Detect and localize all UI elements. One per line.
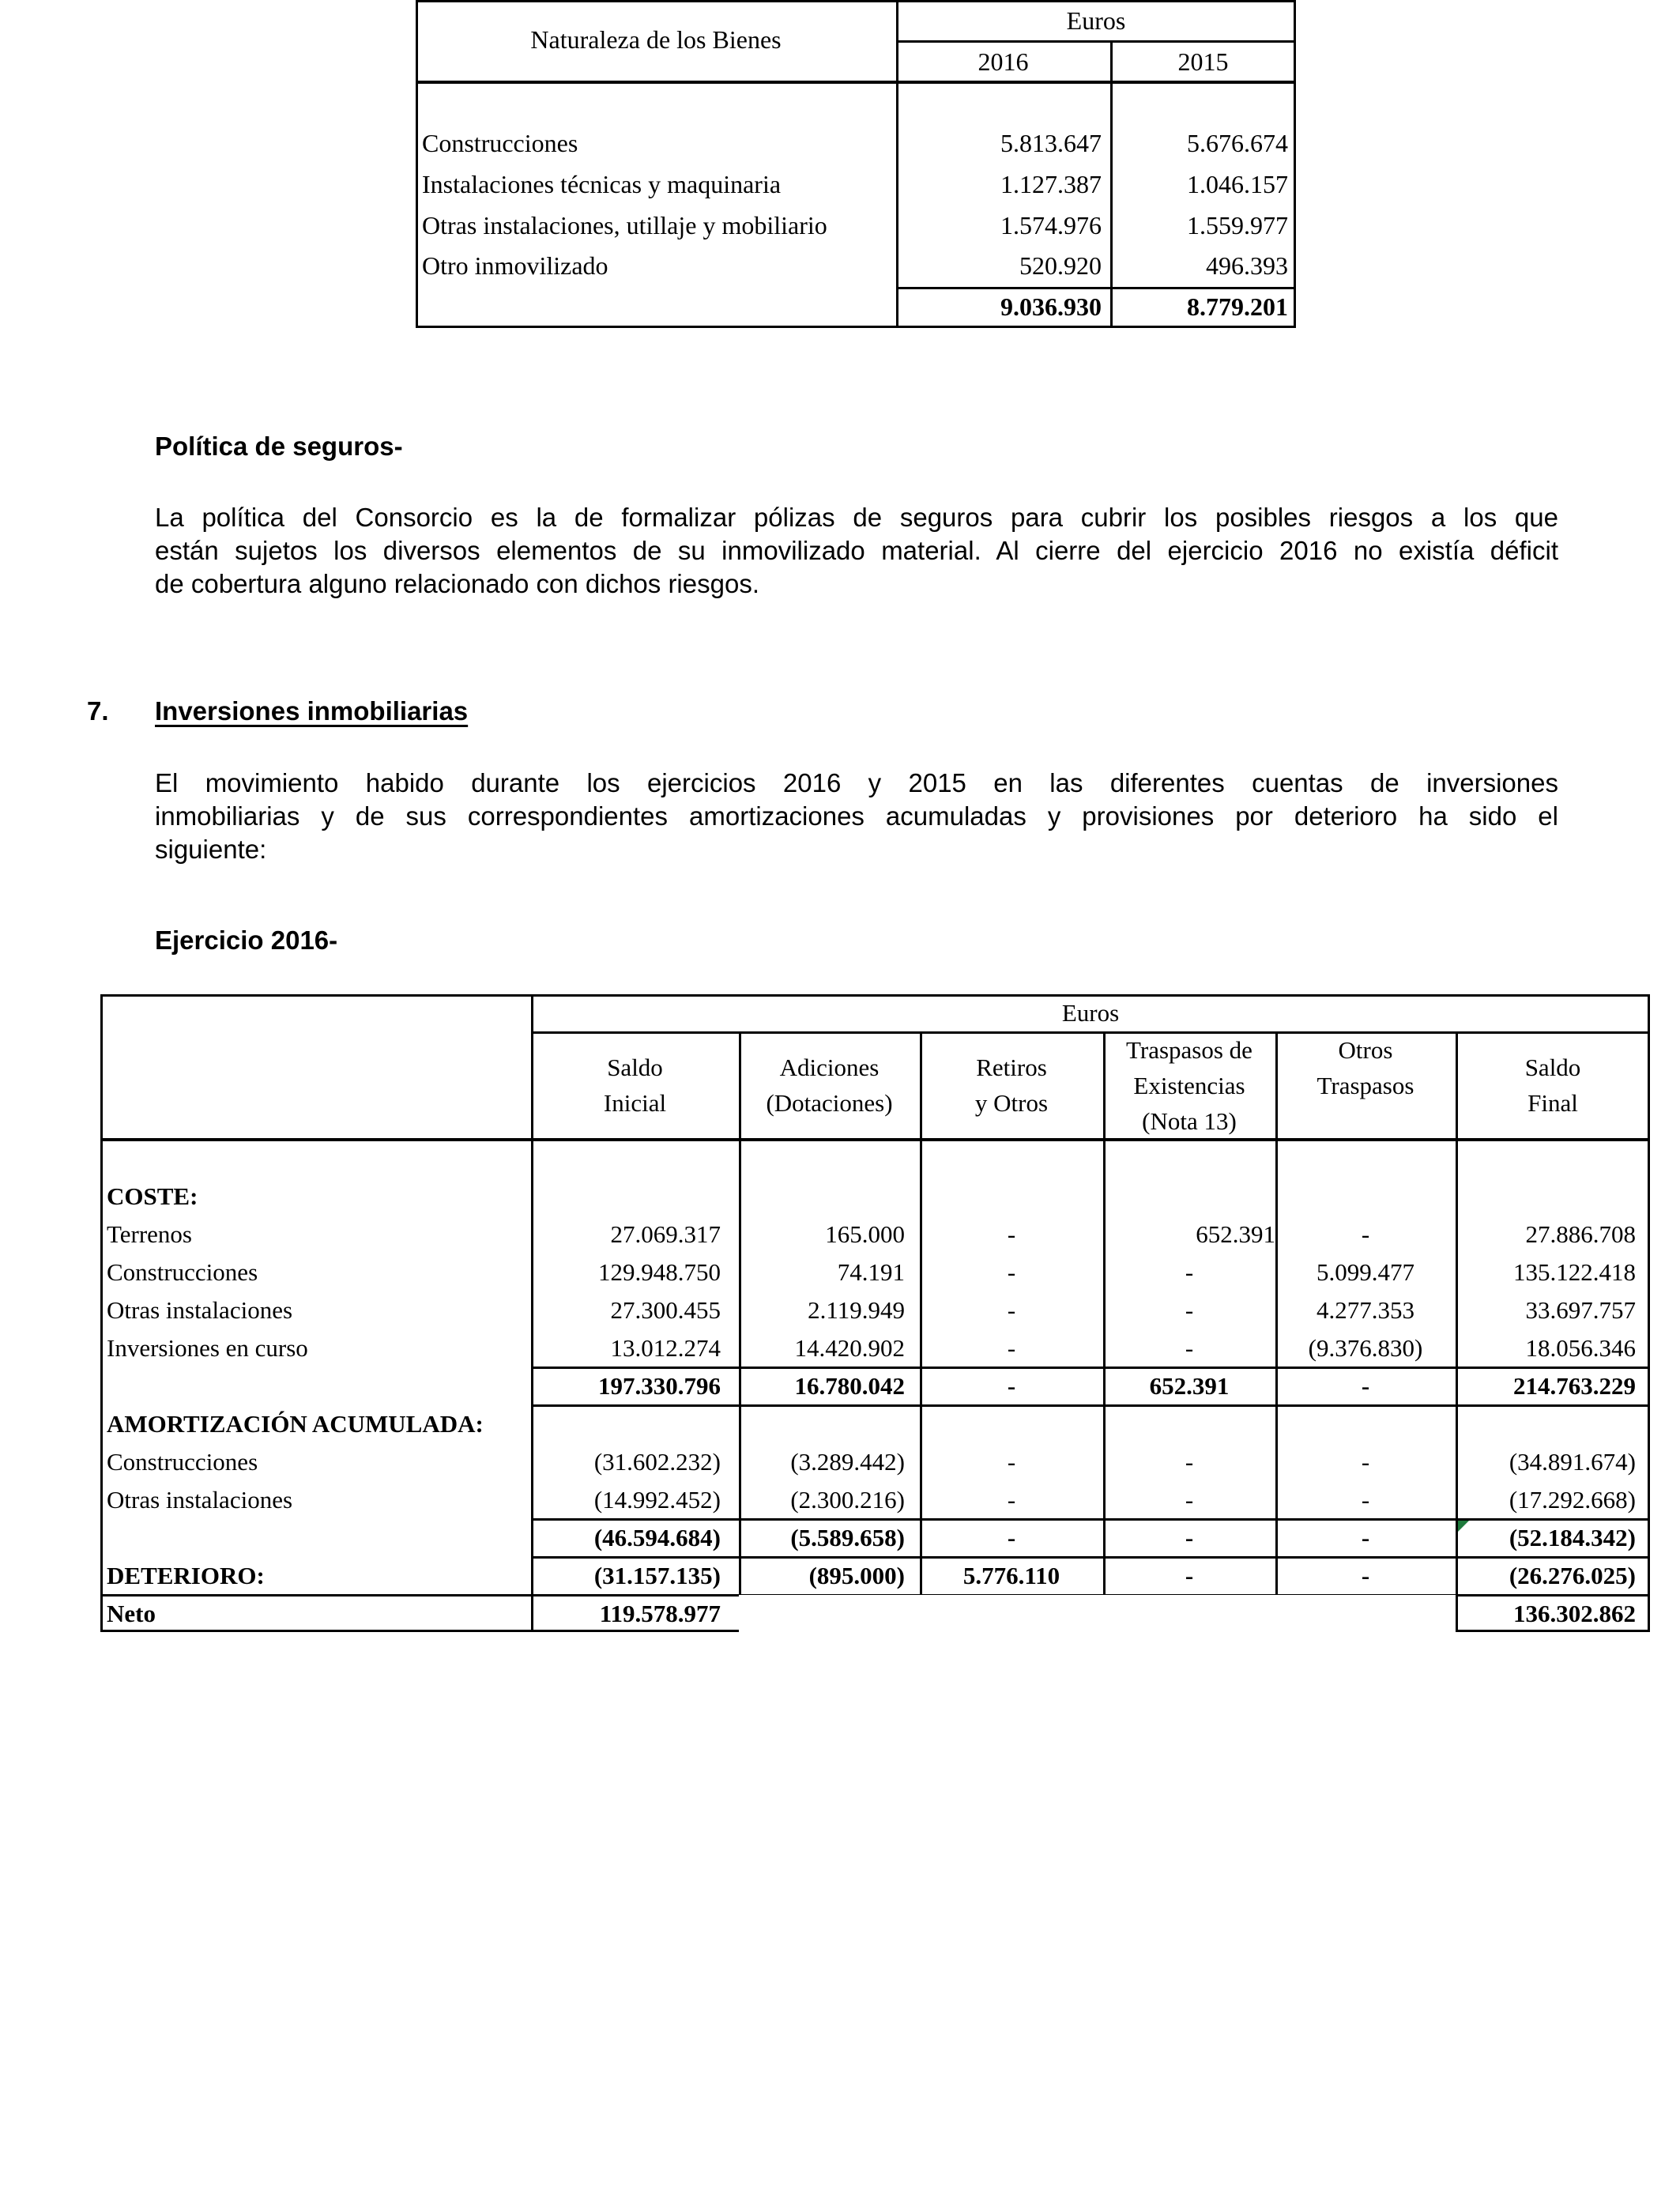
row-label: Inversiones en curso [107,1334,308,1362]
cell-value: - [1007,1334,1016,1362]
cell-value: 5.776.110 [962,1562,1060,1589]
cell-value: 2.119.949 [808,1296,905,1324]
value-2016: 1.574.976 [1000,211,1102,239]
cell-value: 5.099.477 [1317,1258,1414,1286]
cell-value: (3.289.442) [790,1448,905,1476]
divider [531,1404,1650,1407]
insurance-paragraph [155,501,1558,601]
cell-value: - [1007,1258,1016,1286]
cell-value: 129.948.750 [598,1258,721,1286]
cell-value: - [1007,1448,1016,1476]
column-header-traspasos-existencias [1103,1032,1275,1139]
cell-value: - [1007,1372,1016,1400]
cell-value: (26.276.025) [1509,1562,1636,1589]
total-2015: 8.779.201 [1187,292,1288,321]
column-header-2016: 2016 [977,47,1029,76]
header-line: Saldo [607,1054,663,1081]
cell-value: 4.277.353 [1317,1296,1414,1324]
cell-value: - [1185,1296,1194,1324]
column-header-nature: Naturaleza de los Bienes [530,25,782,54]
cell-value: - [1185,1562,1194,1589]
cell-value: 16.780.042 [794,1372,905,1400]
cell-value: (9.376.830) [1308,1334,1423,1362]
value-2015: 1.046.157 [1187,170,1288,198]
header-line: Retiros [976,1054,1047,1081]
cell-value: - [1361,1448,1370,1476]
cell-value: (17.292.668) [1509,1486,1636,1514]
cell-value: - [1185,1486,1194,1514]
divider [100,994,1650,997]
row-label: Otras instalaciones [107,1296,293,1324]
cell-value: (31.157.135) [593,1562,721,1589]
section-label-amortizacion: AMORTIZACIÓN ACUMULADA: [107,1410,484,1438]
cell-value: 652.391 [1149,1372,1230,1400]
paragraph-line: de cobertura alguno relacionado con dichos riesgos. [155,569,759,598]
cell-value: (5.589.658) [790,1524,905,1551]
divider [531,1031,1650,1034]
blank-area [739,1595,1456,1632]
cell-value: 18.056.346 [1525,1334,1636,1362]
cell-value: - [1185,1448,1194,1476]
paragraph-line: están sujetos los diversos elementos de su inmovilizado material. Al cierre del ejercicio 2016 no existía déficit [155,536,1558,565]
paragraph-line: siguiente: [155,835,267,864]
paragraph-line: La política del Consorcio es la de formalizar pólizas de seguros para cubrir los posibles riesgos a los que [155,503,1558,532]
cell-value: 14.420.902 [794,1334,905,1362]
cell-value: 197.330.796 [598,1372,721,1400]
cell-value: - [1007,1524,1016,1551]
cell-value: (31.602.232) [593,1448,721,1476]
cell-value: 27.300.455 [610,1296,721,1324]
header-line: Final [1527,1089,1578,1117]
header-line: Traspasos de [1126,1036,1252,1064]
row-label: Terrenos [107,1220,193,1248]
header-line: Adiciones [779,1054,880,1081]
assets-table [416,0,1296,328]
cell-value: 652.391 [1196,1220,1275,1248]
cell-value: - [1185,1258,1194,1286]
column-header-retiros [920,1050,1103,1121]
cell-value: 165.000 [825,1220,905,1248]
section-label-neto: Neto [107,1600,156,1627]
column-header-currency: Euros [1066,6,1126,35]
row-label: Construcciones [107,1258,258,1286]
header-line: Inicial [603,1089,667,1117]
section-heading [87,696,468,727]
cell-value: 27.069.317 [610,1220,721,1248]
cell-value: (46.594.684) [593,1524,721,1551]
row-label: Otras instalaciones [107,1486,293,1514]
cell-value: 135.122.418 [1513,1258,1636,1286]
cell-value: - [1361,1562,1370,1589]
cell-value: 214.763.229 [1513,1372,1636,1400]
divider [100,1630,739,1632]
neto-saldo-final: 136.302.862 [1513,1600,1636,1627]
total-2016: 9.036.930 [1000,292,1102,321]
divider [416,81,1296,84]
header-line: Traspasos [1317,1072,1414,1099]
cell-value: - [1361,1220,1370,1248]
divider [896,287,1296,289]
divider [100,994,103,1632]
cell-value: - [1361,1486,1370,1514]
header-line: Existencias [1133,1072,1245,1099]
cell-value: 27.886.708 [1525,1220,1636,1248]
insurance-heading: Política de seguros- [155,432,403,461]
section-paragraph [155,767,1558,866]
column-header-currency: Euros [1061,999,1120,1027]
cell-value: - [1007,1296,1016,1324]
divider [896,40,1296,43]
column-header-saldo-inicial [531,1050,739,1121]
cell-value: 13.012.274 [610,1334,721,1362]
cell-value: (895.000) [808,1562,905,1589]
cell-value: (14.992.452) [593,1486,721,1514]
cell-value: - [1185,1334,1194,1362]
header-line: (Nota 13) [1142,1107,1237,1135]
paragraph-line: inmobiliarias y de sus correspondientes amortizaciones acumuladas y provisiones por deterioro ha sido el [155,801,1558,831]
header-line: (Dotaciones) [766,1089,893,1117]
neto-saldo-inicial: 119.578.977 [599,1600,721,1627]
row-label: Construcciones [107,1448,258,1476]
divider [531,1556,1650,1559]
section-title: Inversiones inmobiliarias [155,696,469,726]
cell-value: (34.891.674) [1509,1448,1636,1476]
section-number: 7. [87,696,109,726]
cell-value: (2.300.216) [790,1486,905,1514]
value-2016: 5.813.647 [1000,129,1102,157]
header-line: y Otros [974,1089,1049,1117]
column-header-adiciones [739,1050,920,1121]
value-2015: 5.676.674 [1187,129,1288,157]
exercise-subtitle: Ejercicio 2016- [155,925,338,955]
investment-movements-table [100,994,1650,1632]
divider [100,1138,1650,1141]
row-label: Construcciones [422,129,578,157]
divider [1456,1630,1650,1632]
column-header-saldo-final [1456,1050,1650,1121]
value-2015: 496.393 [1206,251,1288,280]
cell-value: - [1361,1524,1370,1551]
column-header-otros-traspasos [1275,1032,1456,1103]
section-label-coste: COSTE: [107,1182,198,1210]
cell-value: (52.184.342) [1509,1524,1636,1551]
row-label: Otras instalaciones, utillaje y mobiliario [422,211,827,239]
divider [531,1367,1650,1369]
cell-value: 74.191 [837,1258,905,1286]
value-2016: 520.920 [1019,251,1102,280]
value-2016: 1.127.387 [1000,170,1102,198]
divider [531,1518,1650,1521]
paragraph-line: El movimiento habido durante los ejercicios 2016 y 2015 en las diferentes cuentas de inversiones [155,768,1558,797]
header-line: Saldo [1524,1054,1581,1081]
row-label: Otro inmovilizado [422,251,608,280]
cell-value: - [1185,1524,1194,1551]
row-label: Instalaciones técnicas y maquinaria [422,170,782,198]
cell-value: 33.697.757 [1525,1296,1636,1324]
cell-value: - [1007,1220,1016,1248]
column-header-2015: 2015 [1177,47,1229,76]
cell-value: - [1007,1486,1016,1514]
value-2015: 1.559.977 [1187,211,1288,239]
cell-value: - [1361,1372,1370,1400]
section-label-deterioro: DETERIORO: [107,1562,265,1589]
header-line: Otros [1338,1036,1393,1064]
